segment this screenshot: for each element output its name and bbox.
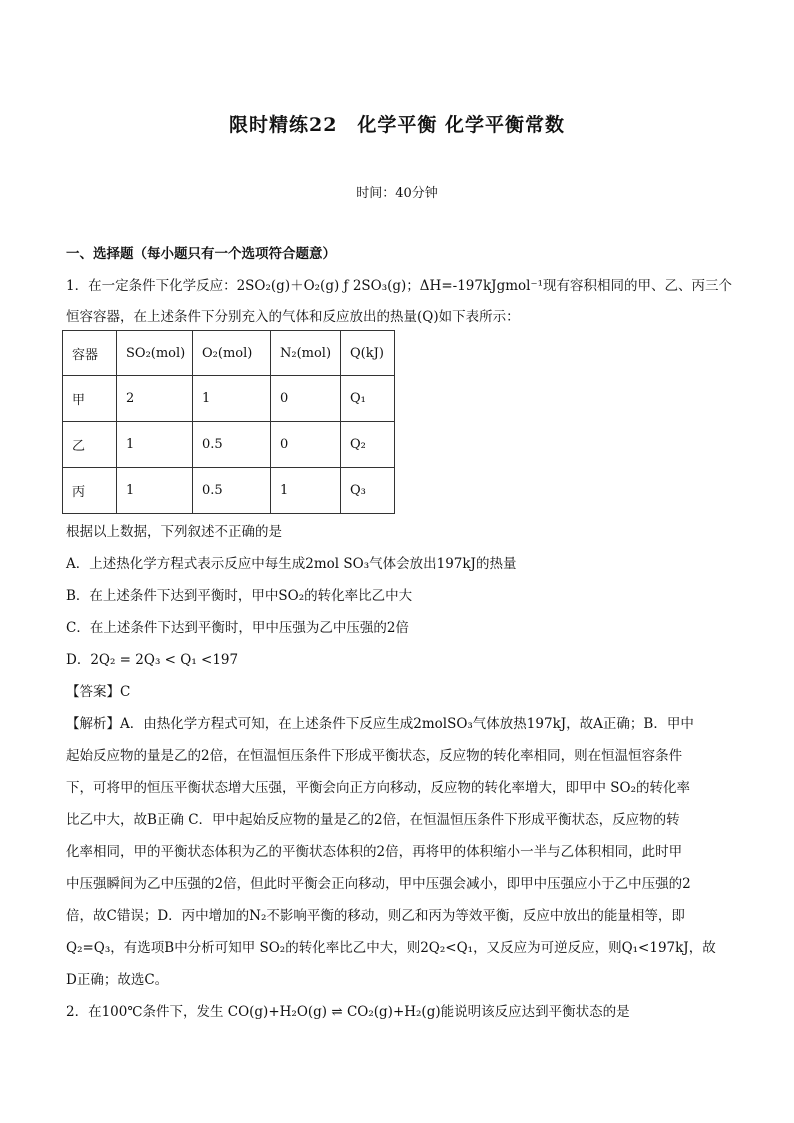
analysis-line: D正确；故选C。 [66, 972, 169, 988]
table-cell: 甲 [63, 376, 117, 422]
table-cell: Q₁ [341, 376, 395, 422]
time-limit: 时间：40分钟 [356, 186, 438, 201]
table-cell: Q₂ [341, 422, 395, 468]
table-cell: 乙 [63, 422, 117, 468]
analysis-line: 下，可将甲的恒压平衡状态增大压强，平衡会向正方向移动，反应物的转化率增大，即甲中 SO₂的转化率 [66, 780, 691, 796]
analysis-line: 倍，故C错误；D．丙中增加的N₂不影响平衡的移动，则乙和丙为等效平衡，反应中放出的能量相等，即 [66, 908, 685, 924]
table-cell: 1 [271, 468, 341, 514]
table-cell: 0 [271, 422, 341, 468]
analysis-line: 【解析】A．由热化学方程式可知，在上述条件下反应生成2molSO₃气体放热197kJ，故A正确；B．甲中 [66, 716, 694, 732]
question1-prompt: 根据以上数据，下列叙述不正确的是 [66, 524, 282, 540]
option-b: B．在上述条件下达到平衡时，甲中SO₂的转化率比乙中大 [66, 588, 413, 604]
page-title: 限时精练22 化学平衡 化学平衡常数 [228, 114, 566, 136]
analysis-line: 起始反应物的量是乙的2倍，在恒温恒压条件下形成平衡状态，反应物的转化率相同，则在恒温恒容条件 [66, 748, 683, 764]
table-header-cell: Q(kJ) [341, 331, 395, 376]
table-cell: 1 [117, 468, 193, 514]
table-row [63, 468, 395, 514]
table-row [63, 376, 395, 422]
table-cell: Q₃ [341, 468, 395, 514]
analysis-line: 比乙中大，故B正确 C．甲中起始反应物的量是乙的2倍，在恒温恒压条件下形成平衡状态，反应物的转 [66, 812, 680, 828]
table-cell: 丙 [63, 468, 117, 514]
table-cell: 0.5 [193, 468, 271, 514]
option-a: A．上述热化学方程式表示反应中每生成2mol SO₃气体会放出197kJ的热量 [66, 556, 517, 572]
table-header-cell: N₂(mol) [271, 331, 341, 376]
table-cell: 0 [271, 376, 341, 422]
analysis-line: 化率相同，甲的平衡状态体积为乙的平衡状态体积的2倍，再将甲的体积缩小一半与乙体积相同，此时甲 [66, 844, 683, 860]
table-header-cell: SO₂(mol) [117, 331, 193, 376]
table-row [63, 422, 395, 468]
table-cell: 2 [117, 376, 193, 422]
section-heading: 一、选择题（每小题只有一个选项符合题意） [66, 246, 336, 262]
option-d: D．2Q₂ = 2Q₃ < Q₁ <197 [66, 652, 239, 668]
question2-stem: 2．在100℃条件下，发生 CO(g)+H₂O(g) ⇌ CO₂(g)+H₂(g)能说明该反应达到平衡状态的是 [66, 1004, 630, 1020]
analysis-line: 中压强瞬间为乙中压强的2倍，但此时平衡会正向移动，甲中压强会减小，即甲中压强应小于乙中压强的2 [66, 876, 691, 892]
data-table [62, 330, 395, 514]
table-cell: 1 [117, 422, 193, 468]
question1-stem-line2: 恒容容器，在上述条件下分别充入的气体和反应放出的热量(Q)如下表所示： [66, 309, 520, 325]
table-cell: 0.5 [193, 422, 271, 468]
table-cell: 1 [193, 376, 271, 422]
answer-label: 【答案】C [66, 684, 131, 700]
option-c: C．在上述条件下达到平衡时，甲中压强为乙中压强的2倍 [66, 620, 409, 636]
question1-stem-line1: 1．在一定条件下化学反应：2SO₂(g)＋O₂(g) ƒ 2SO₃(g)；ΔH=-197kJgmol⁻¹现有容积相同的甲、乙、丙三个 [66, 278, 732, 294]
table-header-row [63, 331, 395, 376]
analysis-line: Q₂=Q₃，有选项B中分析可知甲 SO₂的转化率比乙中大，则2Q₂<Q₁，又反应为可逆反应，则Q₁<197kJ，故 [66, 940, 716, 956]
table-header-cell: O₂(mol) [193, 331, 271, 376]
table-header-cell: 容器 [63, 331, 117, 376]
